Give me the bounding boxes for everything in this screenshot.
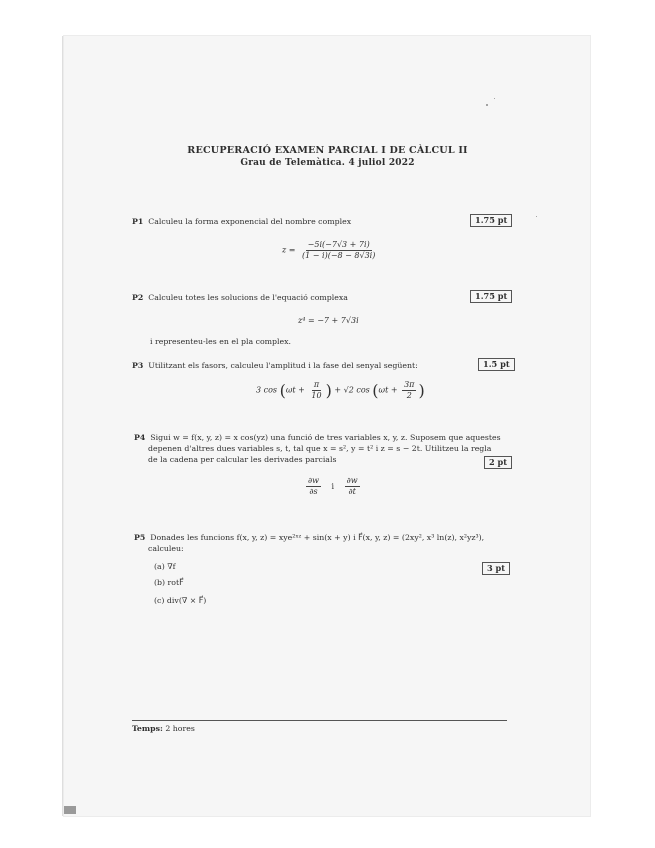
paren-open: (	[279, 381, 286, 400]
footer-value: 2 hores	[165, 724, 195, 733]
points-badge: 1.75 pt	[470, 290, 512, 303]
fraction-numerator: π	[313, 380, 320, 389]
fraction	[402, 380, 416, 401]
fraction-denominator: 2	[406, 391, 412, 400]
fraction	[345, 476, 360, 497]
scan-corner-mark	[64, 806, 76, 814]
points-badge: 1.5 pt	[478, 358, 515, 371]
footer-divider	[132, 720, 507, 721]
fraction-numerator: ∂w	[346, 476, 358, 485]
paren-close: )	[325, 381, 332, 400]
problem-3	[132, 360, 418, 371]
fraction	[306, 476, 321, 497]
problem-number: P3	[132, 361, 144, 370]
formula-p1	[282, 240, 379, 261]
formula-connector: i	[331, 481, 335, 491]
fraction-denominator: (1 − i)(−8 − 8√3i)	[302, 251, 376, 260]
problem-text: Calculeu totes les solucions de l'equació complexa	[148, 293, 348, 302]
problem-4	[134, 432, 514, 465]
problem-1	[132, 216, 351, 227]
subquestion-c: (c) div(∇ × F⃗)	[154, 596, 207, 605]
problem-text-line: calculeu:	[148, 544, 184, 553]
problem-number: P1	[132, 217, 144, 226]
formula-p2: z⁴ = −7 + 7√3i	[298, 316, 359, 325]
problem-5	[134, 532, 514, 554]
problem-number: P4	[134, 433, 146, 442]
problem-text-line: Sigui w = f(x, y, z) = x cos(yz) una funció de tres variables x, y, z. Suposem que aquestes	[150, 433, 501, 442]
formula-term: + √2 cos	[334, 385, 370, 395]
fraction-denominator: 10	[311, 391, 322, 400]
problem-2-after: i representeu-les en el pla complex.	[150, 337, 292, 346]
formula-p3	[256, 380, 425, 401]
formula-lhs: z =	[282, 245, 296, 255]
problem-text-line: depenen d'altres dues variables s, t, tal que x = s², y = t² i z = s − 2t. Utilitzeu la regla	[148, 444, 492, 453]
fraction-denominator: ∂t	[348, 487, 356, 496]
formula-p4	[304, 476, 362, 497]
exam-subtitle: Grau de Telemàtica. 4 juliol 2022	[240, 158, 415, 168]
paren-open: (	[372, 381, 379, 400]
fraction-denominator: ∂s	[309, 487, 318, 496]
fraction	[309, 380, 323, 401]
paren-close: )	[418, 381, 425, 400]
problem-text: Calculeu la forma exponencial del nombre complex	[148, 217, 352, 226]
formula-term: ωt +	[378, 385, 398, 395]
points-badge: 1.75 pt	[470, 214, 512, 227]
scan-speck	[536, 216, 537, 217]
problem-number: P5	[134, 533, 146, 542]
problem-number: P2	[132, 293, 144, 302]
footer-label: Temps:	[132, 724, 163, 733]
footer-time	[132, 724, 195, 733]
exam-title: RECUPERACIÓ EXAMEN PARCIAL I DE CÀLCUL II	[187, 145, 468, 156]
problem-text-line: Donades les funcions f(x, y, z) = xye²ˣᶻ + sin(x + y) i F⃗(x, y, z) = (2xy², x³ ln(z), x²yz³),	[150, 533, 485, 542]
fraction-numerator: −5i(−7√3 + 7i)	[307, 240, 370, 249]
subquestion-a: (a) ∇f	[154, 562, 176, 571]
points-badge: 2 pt	[484, 456, 512, 469]
problem-text: Utilitzant els fasors, calculeu l'amplitud i la fase del senyal següent:	[148, 361, 418, 370]
fraction-numerator: ∂w	[308, 476, 319, 485]
fraction	[300, 240, 377, 261]
scan-speck	[494, 98, 495, 99]
scan-speck	[486, 104, 488, 106]
fraction-numerator: 3π	[404, 380, 415, 389]
problem-text-line: de la cadena per calcular les derivades parcials	[148, 455, 337, 464]
points-badge: 3 pt	[482, 562, 510, 575]
formula-term: ωt +	[285, 385, 305, 395]
formula-term: 3 cos	[256, 385, 278, 395]
problem-2	[132, 292, 348, 303]
subquestion-b: (b) rotF⃗	[154, 578, 184, 587]
